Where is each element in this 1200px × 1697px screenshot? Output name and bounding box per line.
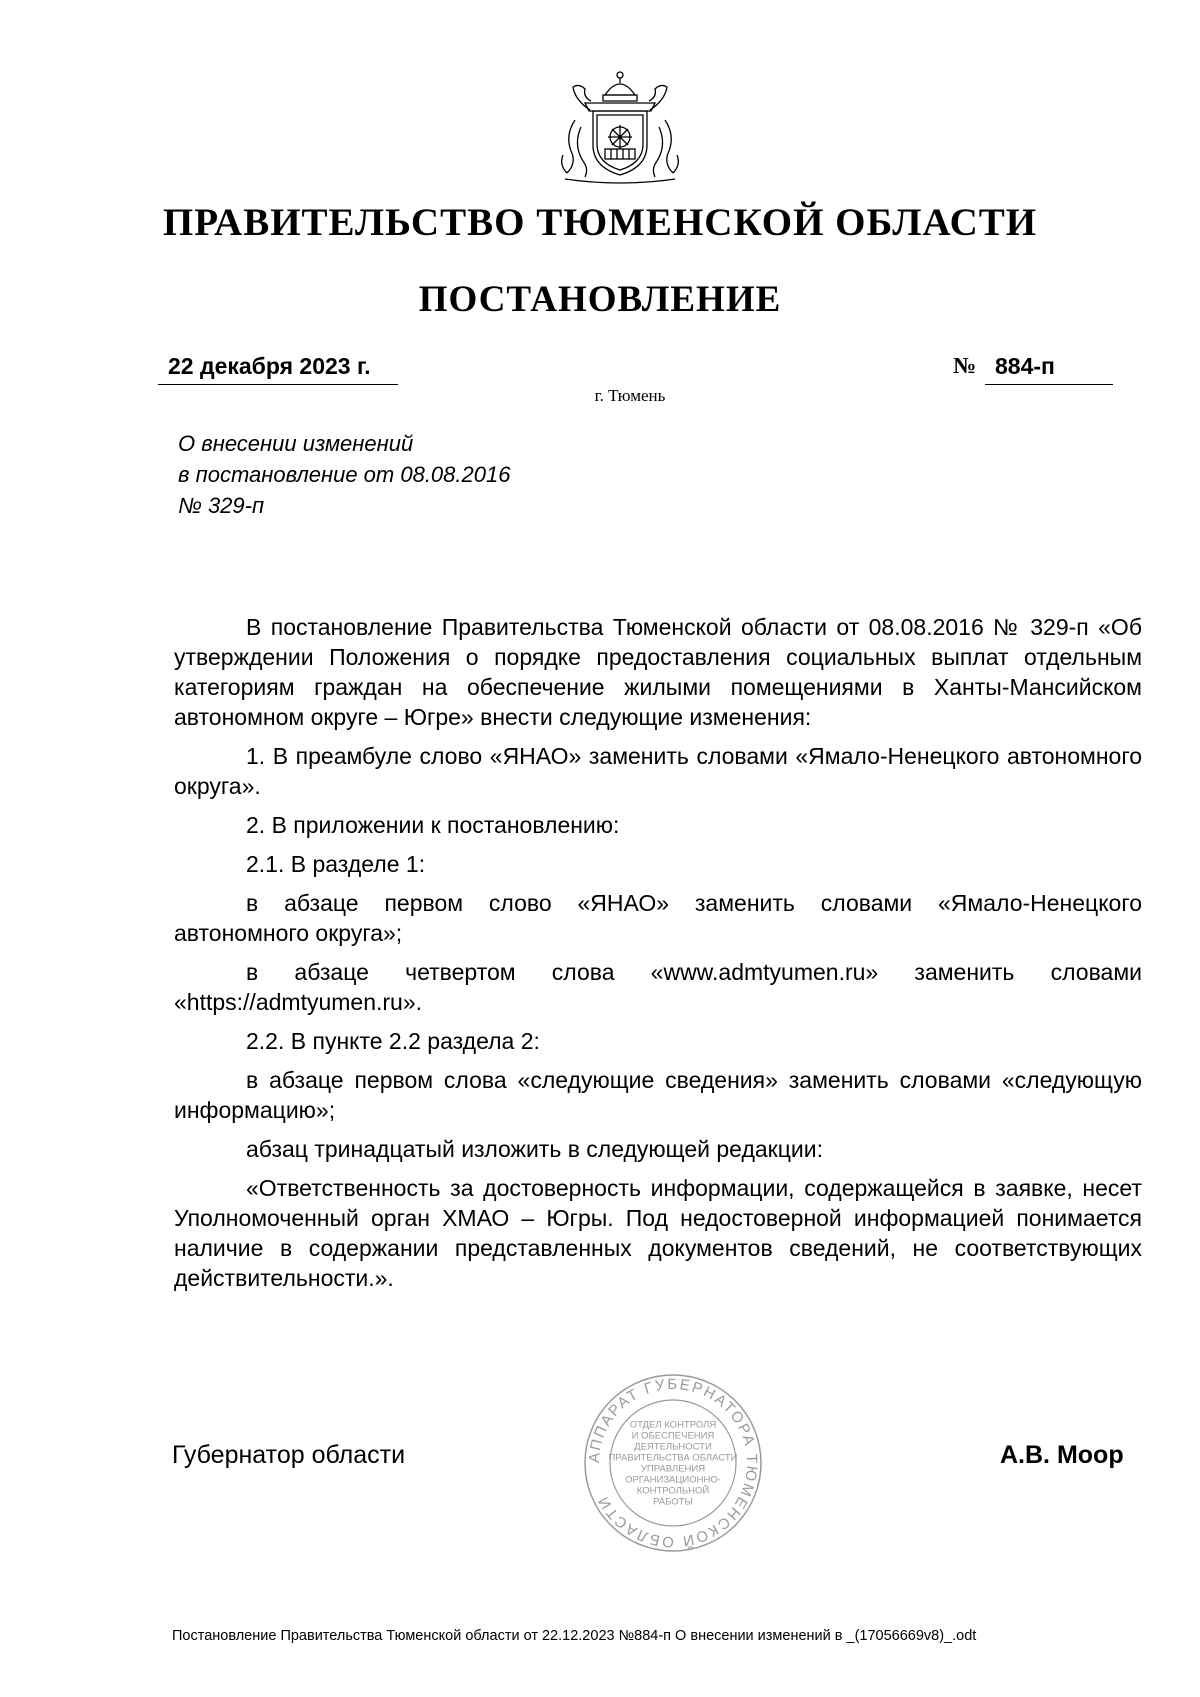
city: г. Тюмень <box>594 386 666 405</box>
paragraph: «Ответственность за достоверность информации, содержащейся в заявке, несет Уполномоченный орган ХМАО – Югры. Под недостоверной информацией понимается наличие в содержании представленных документов сведений, не соответствующих действительности.». <box>174 1175 1142 1291</box>
subject-line: № 329-п <box>178 493 265 518</box>
paragraph: абзац тринадцатый изложить в следующей редакции: <box>246 1136 823 1162</box>
stamp-inner-line: ОРГАНИЗАЦИОННО- <box>625 1474 721 1486</box>
signer-title: Губернатор области <box>172 1441 406 1469</box>
document-body <box>174 612 1142 1302</box>
paragraph: в абзаце первом слово «ЯНАО» заменить словами «Ямало-Ненецкого автономного округа»; <box>174 890 1142 946</box>
footer-filename: Постановление Правительства Тюменской области от 22.12.2023 №884-п О внесении изменений в _(17056669v8)_.odt <box>172 1628 977 1644</box>
paragraph: в абзаце первом слова «следующие сведения» заменить словами «следующую информацию»; <box>174 1067 1142 1123</box>
signer-name: А.В. Моор <box>1000 1441 1124 1469</box>
stamp-inner-line: РАБОТЫ <box>653 1496 693 1508</box>
subject-block <box>178 428 510 521</box>
stamp-inner-line: УПРАВЛЕНИЯ <box>640 1463 706 1475</box>
paragraph: 2.1. В разделе 1: <box>246 851 426 877</box>
stamp-inner-line: ДЕЯТЕЛЬНОСТИ <box>634 1441 712 1453</box>
stamp-inner-line: ОТДЕЛ КОНТРОЛЯ <box>629 1419 717 1431</box>
paragraph: 1. В преамбуле слово «ЯНАО» заменить словами «Ямало-Ненецкого автономного округа». <box>174 743 1142 799</box>
subject-line: в постановление от 08.08.2016 <box>178 462 511 487</box>
stamp-inner-line: КОНТРОЛЬНОЙ <box>636 1485 710 1497</box>
paragraph: В постановление Правительства Тюменской области от 08.08.2016 № 329-п «Об утверждении Положения о порядке предоставления социальных выплат отдельным категориям граждан на обеспечение жилыми помещениями в Ханты-Мансийском автономном округе – Югре» внести следующие изменения: <box>174 614 1142 730</box>
subject-line: О внесении изменений <box>178 431 414 456</box>
paragraph: в абзаце четвертом слова «www.admtyumen.ru» заменить словами «https://admtyumen.ru». <box>174 959 1142 1015</box>
paragraph: 2.2. В пункте 2.2 раздела 2: <box>246 1028 540 1054</box>
document-type: ПОСТАНОВЛЕНИЕ <box>418 279 782 320</box>
document-date: 22 декабря 2023 г. <box>158 353 398 385</box>
stamp-seal-icon <box>583 1373 763 1553</box>
coat-of-arms-icon <box>545 65 695 185</box>
paragraph: 2. В приложении к постановлению: <box>246 812 620 838</box>
coat-of-arms-drawing <box>545 65 695 185</box>
government-name: ПРАВИТЕЛЬСТВО ТЮМЕНСКОЙ ОБЛАСТИ <box>162 201 1038 244</box>
number-label: № <box>953 353 977 378</box>
document-number: 884-п <box>985 353 1113 385</box>
stamp-inner-line: И ОБЕСПЕЧЕНИЯ <box>631 1430 715 1442</box>
official-stamp <box>583 1373 763 1553</box>
stamp-inner-line: ПРАВИТЕЛЬСТВА ОБЛАСТИ <box>608 1452 738 1464</box>
stamp-outer-text: АППАРАТ ГУБЕРНАТОРА ТЮМЕНСКОЙ ОБЛАСТИ <box>585 1375 761 1551</box>
